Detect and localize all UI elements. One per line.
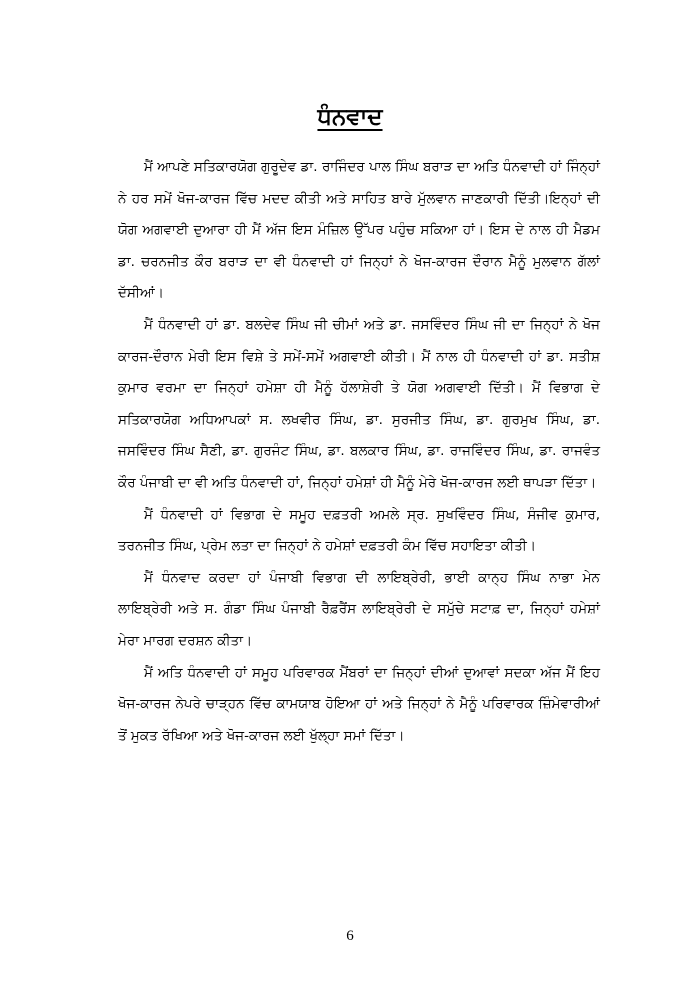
paragraph-5: ਮੈਂ ਅਤਿ ਧੰਨਵਾਦੀ ਹਾਂ ਸਮੂਹ ਪਰਿਵਾਰਕ ਮੈਂਬਰਾਂ ਦਾ ਜਿਨ੍ਹਾਂ ਦੀਆਂ ਦੁਆਵਾਂ ਸਦਕਾ ਅੱਜ ਮੈਂ ਇਹ ਖੋਜ-ਕਾਰਜ ਨੇਪਰੇ ਚਾੜ੍ਹਨ ਵਿੱਚ ਕਾਮਯਾਬ ਹੋਇਆ ਹਾਂ ਅਤੇ ਜਿਨ੍ਹਾਂ ਨੇ ਮੈਨੂੰ ਪਰਿਵਾਰਕ ਜ਼ਿੰਮੇਵਾਰੀਆਂ ਤੋਂ ਮੁਕਤ ਰੱਖਿਆ ਅਤੇ ਖੋਜ-ਕਾਰਜ ਲਈ ਖੁੱਲ੍ਹਾ ਸਮਾਂ ਦਿੱਤਾ।: [118, 664, 600, 744]
page-number: 6: [346, 928, 354, 944]
paragraph-4: ਮੈਂ ਧੰਨਵਾਦ ਕਰਦਾ ਹਾਂ ਪੰਜਾਬੀ ਵਿਭਾਗ ਦੀ ਲਾਇਬ੍ਰੇਰੀ, ਭਾਈ ਕਾਨ੍ਹ ਸਿੰਘ ਨਾਭਾ ਮੇਨ ਲਾਇਬ੍ਰੇਰੀ ਅਤੇ ਸ. ਗੰਡਾ ਸਿੰਘ ਪੰਜਾਬੀ ਰੈਫ਼ਰੈਂਸ ਲਾਇਬ੍ਰੇਰੀ ਦੇ ਸਮੁੱਚੇ ਸਟਾਫ਼ ਦਾ, ਜਿਨ੍ਹਾਂ ਹਮੇਸ਼ਾਂ ਮੇਰਾ ਮਾਰਗ ਦਰਸ਼ਨ ਕੀਤਾ।: [118, 569, 600, 649]
acknowledgement-body: [118, 152, 600, 752]
paragraph-1: ਮੈਂ ਆਪਣੇ ਸਤਿਕਾਰਯੋਗ ਗੁਰੂਦੇਵ ਡਾ. ਰਾਜਿੰਦਰ ਪਾਲ ਸਿੰਘ ਬਰਾੜ ਦਾ ਅਤਿ ਧੰਨਵਾਦੀ ਹਾਂ ਜਿੰਨ੍ਹਾਂ ਨੇ ਹਰ ਸਮੇਂ ਖੋਜ-ਕਾਰਜ ਵਿੱਚ ਮਦਦ ਕੀਤੀ ਅਤੇ ਸਾਹਿਤ ਬਾਰੇ ਮੁੱਲਵਾਨ ਜਾਣਕਾਰੀ ਦਿੱਤੀ।ਇਨ੍ਹਾਂ ਦੀ ਯੋਗ ਅਗਵਾਈ ਦੁਆਰਾ ਹੀ ਮੈਂ ਅੱਜ ਇਸ ਮੰਜ਼ਿਲ ਉੱਪਰ ਪਹੁੰਚ ਸਕਿਆ ਹਾਂ। ਇਸ ਦੇ ਨਾਲ ਹੀ ਮੈਡਮ ਡਾ. ਚਰਨਜੀਤ ਕੌਰ ਬਰਾੜ ਦਾ ਵੀ ਧੰਨਵਾਦੀ ਹਾਂ ਜਿਨ੍ਹਾਂ ਨੇ ਖੋਜ-ਕਾਰਜ ਦੌਰਾਨ ਮੈਨੂੰ ਮੁਲਵਾਨ ਗੱਲਾਂ ਦੱਸੀਆਂ।: [118, 159, 600, 302]
page-title: ਧੰਨਵਾਦ: [317, 104, 383, 130]
paragraph-3: ਮੈਂ ਧੰਨਵਾਦੀ ਹਾਂ ਵਿਭਾਗ ਦੇ ਸਮੂਹ ਦਫ਼ਤਰੀ ਅਮਲੇ ਸ੍ਰ. ਸੁਖਵਿੰਦਰ ਸਿੰਘ, ਸੰਜੀਵ ਕੁਮਾਰ, ਤਰਨਜੀਤ ਸਿੰਘ, ਪ੍ਰੇਮ ਲਤਾ ਦਾ ਜਿਨ੍ਹਾਂ ਨੇ ਹਮੇਸ਼ਾਂ ਦਫ਼ਤਰੀ ਕੰਮ ਵਿੱਚ ਸਹਾਇਤਾ ਕੀਤੀ।: [118, 506, 600, 555]
paragraph-2: ਮੈਂ ਧੰਨਵਾਦੀ ਹਾਂ ਡਾ. ਬਲਦੇਵ ਸਿੰਘ ਜੀ ਚੀਮਾਂ ਅਤੇ ਡਾ. ਜਸਵਿੰਦਰ ਸਿੰਘ ਜੀ ਦਾ ਜਿਨ੍ਹਾਂ ਨੇ ਖੋਜ ਕਾਰਜ-ਦੌਰਾਨ ਮੇਰੀ ਇਸ ਵਿਸ਼ੇ ਤੇ ਸਮੇਂ-ਸਮੇਂ ਅਗਵਾਈ ਕੀਤੀ। ਮੈਂ ਨਾਲ ਹੀ ਧੰਨਵਾਦੀ ਹਾਂ ਡਾ. ਸਤੀਸ਼ ਕੁਮਾਰ ਵਰਮਾ ਦਾ ਜਿਨ੍ਹਾਂ ਹਮੇਸ਼ਾ ਹੀ ਮੈਨੂੰ ਹੱਲਾਸ਼ੇਰੀ ਤੇ ਯੋਗ ਅਗਵਾਈ ਦਿੱਤੀ। ਮੈਂ ਵਿਭਾਗ ਦੇ ਸਤਿਕਾਰਯੋਗ ਅਧਿਆਪਕਾਂ ਸ. ਲਖਵੀਰ ਸਿੰਘ, ਡਾ. ਸੁਰਜੀਤ ਸਿੰਘ, ਡਾ. ਗੁਰਮੁਖ ਸਿੰਘ, ਡਾ. ਜਸਵਿੰਦਰ ਸਿੰਘ ਸੈਣੀ, ਡਾ. ਗੁਰਜੰਟ ਸਿੰਘ, ਡਾ. ਬਲਕਾਰ ਸਿੰਘ, ਡਾ. ਰਾਜਵਿੰਦਰ ਸਿੰਘ, ਡਾ. ਰਾਜਵੰਤ ਕੌਰ ਪੰਜਾਬੀ ਦਾ ਵੀ ਅਤਿ ਧੰਨਵਾਦੀ ਹਾਂ, ਜਿਨ੍ਹਾਂ ਹਮੇਸ਼ਾਂ ਹੀ ਮੈਨੂੰ ਮੇਰੇ ਖੋਜ-ਕਾਰਜ ਲਈ ਥਾਪੜਾ ਦਿੱਤਾ।: [118, 316, 600, 491]
